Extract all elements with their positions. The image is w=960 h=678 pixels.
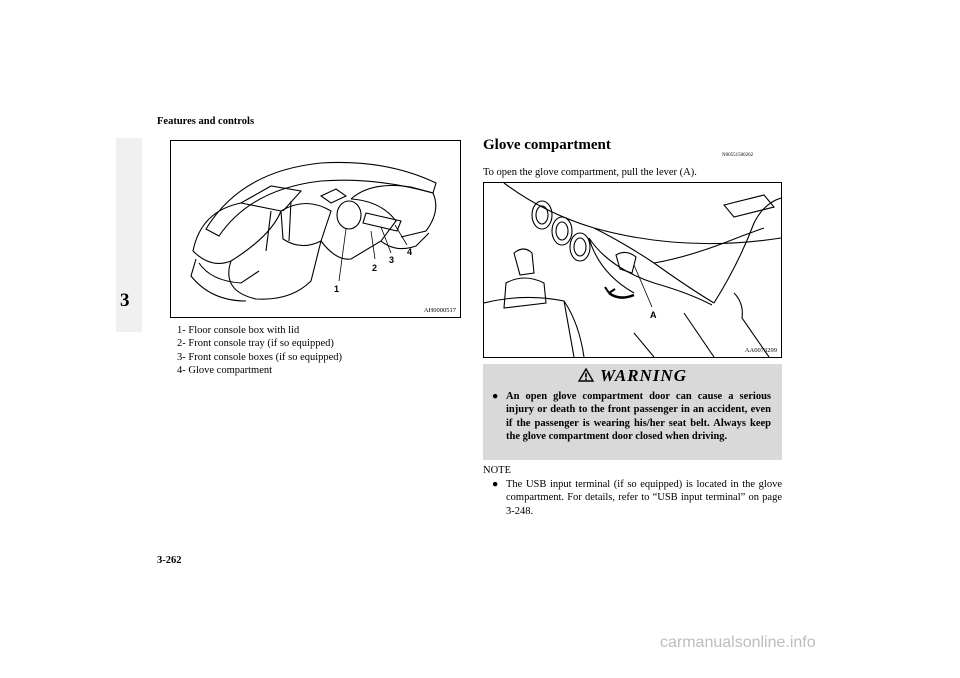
callout-3: 3 [389,255,395,265]
callout-4: 4 [407,247,413,257]
figure1-code: AH0000517 [423,307,456,314]
legend-item: 4- Glove compartment [177,365,273,377]
section-title: Glove compartment [483,137,611,153]
figure2-code: AA0073299 [744,347,777,354]
callout-2: 2 [372,263,378,273]
warning-bullet: ● [492,391,499,402]
warning-header [483,366,782,387]
note-bullet: ● [492,479,499,490]
watermark: carmanualsonline.info [660,634,816,651]
legend-item: 3- Front console boxes (if so equipped) [177,351,343,363]
note-item [492,478,782,518]
car-interior-drawing [171,141,460,317]
page-number: 3-262 [157,555,182,566]
warning-text: An open glove compartment door can cause a serious injury or death to the front passenger in an accident, even if the passenger is wearing his/her seat belt. Always keep the glove compartment door closed when driving. [506,391,771,443]
legend-item: 1- Floor console box with lid [177,325,300,336]
note-text: The USB input terminal (if so equipped) is located in the glove compartment. For details, refer to “USB input terminal” on page 3-248. [506,479,782,517]
section-intro: To open the glove compartment, pull the lever (A). [483,167,697,178]
callout-a: A [650,310,657,320]
figure1-legend [177,324,342,378]
chapter-number: 3 [120,290,130,311]
callout-1: 1 [334,284,340,294]
interior-illustration [170,140,461,318]
warning-title: WARNING [600,366,687,385]
glove-compartment-drawing [484,183,781,357]
warning-triangle-icon [578,368,594,387]
legend-item: 2- Front console tray (if so equipped) [177,338,334,350]
section-ref-code: N00551500262 [722,153,754,158]
warning-box [483,364,782,460]
glove-compartment-illustration [483,182,782,358]
warning-item [492,390,771,444]
note-label: NOTE [483,465,511,476]
running-header: Features and controls [157,116,255,127]
